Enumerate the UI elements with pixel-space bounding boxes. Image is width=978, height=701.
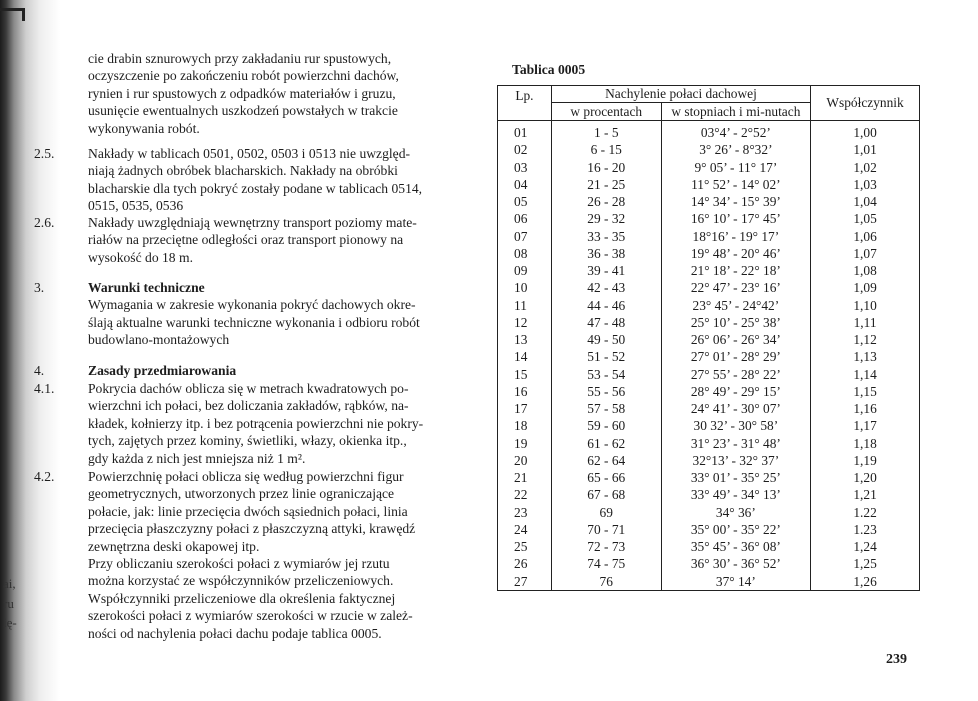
cell-coefficient: 1,17 [811,417,920,434]
cell-degrees: 36° 30’ - 36° 52’ [661,555,811,572]
cell-coefficient: 1,05 [811,210,920,227]
cell-lp: 07 [498,228,552,245]
cell-degrees: 30 32’ - 30° 58’ [661,417,811,434]
table-row [498,469,920,486]
cell-coefficient: 1,08 [811,262,920,279]
text-line: Przy obliczaniu szerokości połaci z wymiarów jej rzutu [88,556,390,572]
table-row [498,159,920,176]
cell-lp: 17 [498,400,552,417]
cell-degrees: 19° 48’ - 20° 46’ [661,245,811,262]
cell-lp: 01 [498,121,552,142]
section-text [88,468,470,642]
edge-fragment: ię- [3,615,17,630]
cell-lp: 25 [498,538,552,555]
cell-coefficient: 1,14 [811,366,920,383]
cell-coefficient: 1,21 [811,486,920,503]
cell-coefficient: 1,26 [811,573,920,591]
text-line: riałów na przeciętne odległości oraz transport pionowy na [88,232,404,248]
cell-percent: 47 - 48 [551,314,661,331]
cell-lp: 02 [498,141,552,158]
cell-lp: 08 [498,245,552,262]
cell-coefficient: 1,07 [811,245,920,262]
header-percent: w procentach [551,103,661,121]
text-line: szerokości połaci z wymiarów szerokości w rzucie w zależ- [88,608,413,624]
cell-lp: 20 [498,452,552,469]
text-line: ślają aktualne warunki techniczne wykonania i odbioru robót [88,314,420,330]
text-line: przecięcia płaszczyzny połaci z płaszczyzną attyki, krawędź [88,521,416,537]
text-line: można korzystać ze współczynników przeliczeniowych. [88,573,394,589]
cell-percent: 65 - 66 [551,469,661,486]
cell-degrees: 27° 55’ - 28° 22’ [661,366,811,383]
cell-percent: 1 - 5 [551,121,661,142]
text-line: blacharskie dla tych pokryć zostały podane w tablicach 0514, [88,180,423,196]
table-row [498,176,920,193]
cell-coefficient: 1,09 [811,279,920,296]
cell-degrees: 37° 14’ [661,573,811,591]
section-heading: Warunki techniczne [88,280,205,295]
cell-percent: 67 - 68 [551,486,661,503]
cell-percent: 21 - 25 [551,176,661,193]
cell-coefficient: 1,03 [811,176,920,193]
text-line: połacie, jak: linie przecięcia dwóch sąsiednich połaci, linia [88,503,408,519]
cell-coefficient: 1,13 [811,348,920,365]
cell-coefficient: 1,24 [811,538,920,555]
cell-lp: 26 [498,555,552,572]
cell-lp: 06 [498,210,552,227]
cell-degrees: 33° 01’ - 35° 25’ [661,469,811,486]
header-coefficient: Współczynnik [811,86,920,121]
text-line: rynien i rur spustowych z odpadków materiałów i gruzu, [88,85,396,101]
cell-lp: 14 [498,348,552,365]
edge-fragment: ai, [3,576,16,591]
section-number: 3. [34,280,45,295]
section-heading: Zasady przedmiarowania [88,363,237,378]
cell-percent: 51 - 52 [551,348,661,365]
table-row [498,331,920,348]
text-line: ności od nachylenia połaci dachu podaje tablica 0005. [88,625,382,641]
header-lp: Lp. [498,86,552,121]
cell-degrees: 23° 45’ - 24°42’ [661,297,811,314]
cell-lp: 16 [498,383,552,400]
table-row [498,435,920,452]
text-line: 0515, 0535, 0536 [88,198,184,214]
cell-degrees: 35° 00’ - 35° 22’ [661,521,811,538]
table-row [498,573,920,591]
cell-percent: 55 - 56 [551,383,661,400]
cell-percent: 42 - 43 [551,279,661,296]
cell-degrees: 31° 23’ - 31° 48’ [661,435,811,452]
text-line: Nakłady w tablicach 0501, 0502, 0503 i 0513 nie uwzględ- [88,146,411,161]
table-row [498,262,920,279]
cell-percent: 74 - 75 [551,555,661,572]
cell-degrees: 25° 10’ - 25° 38’ [661,314,811,331]
cell-percent: 29 - 32 [551,210,661,227]
cell-lp: 11 [498,297,552,314]
cell-coefficient: 1,20 [811,469,920,486]
cell-coefficient: 1.22 [811,504,920,521]
cell-lp: 27 [498,573,552,591]
cell-percent: 26 - 28 [551,193,661,210]
cell-lp: 12 [498,314,552,331]
cell-percent: 36 - 38 [551,245,661,262]
text-line: Wymagania w zakresie wykonania pokryć dachowych okre- [88,297,416,313]
cell-coefficient: 1,16 [811,400,920,417]
section-text [88,362,470,379]
page-number: 239 [886,652,907,667]
cell-lp: 15 [498,366,552,383]
section-number: 4.1. [34,381,55,396]
text-line: tych, zajętych przez kominy, świetliki, włazy, okienka itp., [88,433,407,449]
table-row [498,521,920,538]
cell-coefficient: 1,01 [811,141,920,158]
cell-percent: 76 [551,573,661,591]
cell-lp: 21 [498,469,552,486]
cell-lp: 10 [498,279,552,296]
section-number: 4. [34,363,45,378]
cell-lp: 09 [498,262,552,279]
text-line: Pokrycia dachów oblicza się w metrach kwadratowych po- [88,381,409,396]
text-line: wierzchni ich połaci, bez doliczania zakładów, rąbków, na- [88,398,409,414]
table-row [498,348,920,365]
table-row [498,314,920,331]
intro-text [88,50,470,137]
table-row [498,504,920,521]
cell-lp: 04 [498,176,552,193]
cell-coefficient: 1,19 [811,452,920,469]
cell-percent: 62 - 64 [551,452,661,469]
text-line: budowlano-montażowych [88,332,230,348]
cell-coefficient: 1.23 [811,521,920,538]
header-degrees: w stopniach i mi-nutach [661,103,811,121]
table-row [498,383,920,400]
cell-degrees: 03°4’ - 2°52’ [661,121,811,142]
cell-percent: 49 - 50 [551,331,661,348]
text-line: oczyszczenie po zakończeniu robót powierzchni dachów, [88,68,399,84]
cell-percent: 61 - 62 [551,435,661,452]
cell-degrees: 11° 52’ - 14° 02’ [661,176,811,193]
cell-percent: 53 - 54 [551,366,661,383]
cell-percent: 70 - 71 [551,521,661,538]
table-row [498,193,920,210]
table-row [498,245,920,262]
text-line: Współczynniki przeliczeniowe dla określenia faktycznej [88,590,396,606]
cell-coefficient: 1,00 [811,121,920,142]
cell-degrees: 35° 45’ - 36° 08’ [661,538,811,555]
cell-coefficient: 1,04 [811,193,920,210]
cell-degrees: 32°13’ - 32° 37’ [661,452,811,469]
table-row [498,210,920,227]
section-text [88,145,470,215]
cell-degrees: 14° 34’ - 15° 39’ [661,193,811,210]
cell-coefficient: 1,10 [811,297,920,314]
section-text [88,279,470,349]
cell-lp: 23 [498,504,552,521]
text-line: wysokość do 18 m. [88,249,193,265]
table-row [498,538,920,555]
text-line: cie drabin sznurowych przy zakładaniu rur spustowych, [88,51,392,66]
cell-degrees: 28° 49’ - 29° 15’ [661,383,811,400]
cell-coefficient: 1,02 [811,159,920,176]
cell-degrees: 21° 18’ - 22° 18’ [661,262,811,279]
cell-lp: 18 [498,417,552,434]
text-line: gdy każda z nich jest mniejsza niż 1 m². [88,450,306,466]
text-line: zewnętrzna deski okapowej itp. [88,538,260,554]
table-row [498,141,920,158]
cell-coefficient: 1,11 [811,314,920,331]
section-number: 2.5. [34,146,55,161]
cell-percent: 39 - 41 [551,262,661,279]
cell-coefficient: 1,25 [811,555,920,572]
roof-pitch-table [497,85,920,591]
cell-degrees: 33° 49’ - 34° 13’ [661,486,811,503]
cell-lp: 03 [498,159,552,176]
cell-coefficient: 1,12 [811,331,920,348]
cell-lp: 19 [498,435,552,452]
cell-degrees: 22° 47’ - 23° 16’ [661,279,811,296]
cell-degrees: 3° 26’ - 8°32’ [661,141,811,158]
text-line: Nakłady uwzględniają wewnętrzny transport poziomy mate- [88,215,417,230]
cell-lp: 05 [498,193,552,210]
corner-mark [0,8,25,21]
cell-lp: 24 [498,521,552,538]
table-row [498,279,920,296]
cell-percent: 72 - 73 [551,538,661,555]
text-line: niają żadnych obróbek blacharskich. Nakłady na obróbki [88,163,398,179]
table-row [498,555,920,572]
table-body [498,121,920,591]
cell-coefficient: 1,15 [811,383,920,400]
table-row [498,121,920,142]
table-row [498,228,920,245]
cell-degrees: 34° 36’ [661,504,811,521]
text-line: Powierzchnię połaci oblicza się według powierzchni figur [88,469,404,484]
cell-degrees: 16° 10’ - 17° 45’ [661,210,811,227]
cell-percent: 33 - 35 [551,228,661,245]
cell-degrees: 24° 41’ - 30° 07’ [661,400,811,417]
cell-lp: 22 [498,486,552,503]
table-row [498,366,920,383]
section-number: 2.6. [34,215,55,230]
cell-percent: 16 - 20 [551,159,661,176]
cell-coefficient: 1,18 [811,435,920,452]
cell-percent: 6 - 15 [551,141,661,158]
cell-percent: 69 [551,504,661,521]
cell-percent: 44 - 46 [551,297,661,314]
cell-degrees: 27° 01’ - 28° 29’ [661,348,811,365]
cell-percent: 57 - 58 [551,400,661,417]
table-row [498,417,920,434]
text-line: kładek, kołnierzy itp. i bez potrącenia powierzchni nie pokry- [88,415,424,431]
table-caption: Tablica 0005 [512,62,586,77]
cell-degrees: 18°16’ - 19° 17’ [661,228,811,245]
cell-lp: 13 [498,331,552,348]
section-text [88,380,470,467]
cell-degrees: 26° 06’ - 26° 34’ [661,331,811,348]
table-row [498,400,920,417]
cell-degrees: 9° 05’ - 11° 17’ [661,159,811,176]
section-text [88,214,470,266]
table-row [498,297,920,314]
section-number: 4.2. [34,469,55,484]
text-line: geometrycznych, utworzonych przez linie ograniczające [88,486,395,502]
text-line: wykonywania robót. [88,120,200,136]
header-slope-group: Nachylenie połaci dachowej [551,86,810,103]
cell-percent: 59 - 60 [551,417,661,434]
text-line: usunięcie ewentualnych uszkodzeń powstałych w trakcie [88,103,398,119]
edge-fragment: ru [3,596,14,611]
table-row [498,452,920,469]
cell-coefficient: 1,06 [811,228,920,245]
table-row [498,486,920,503]
